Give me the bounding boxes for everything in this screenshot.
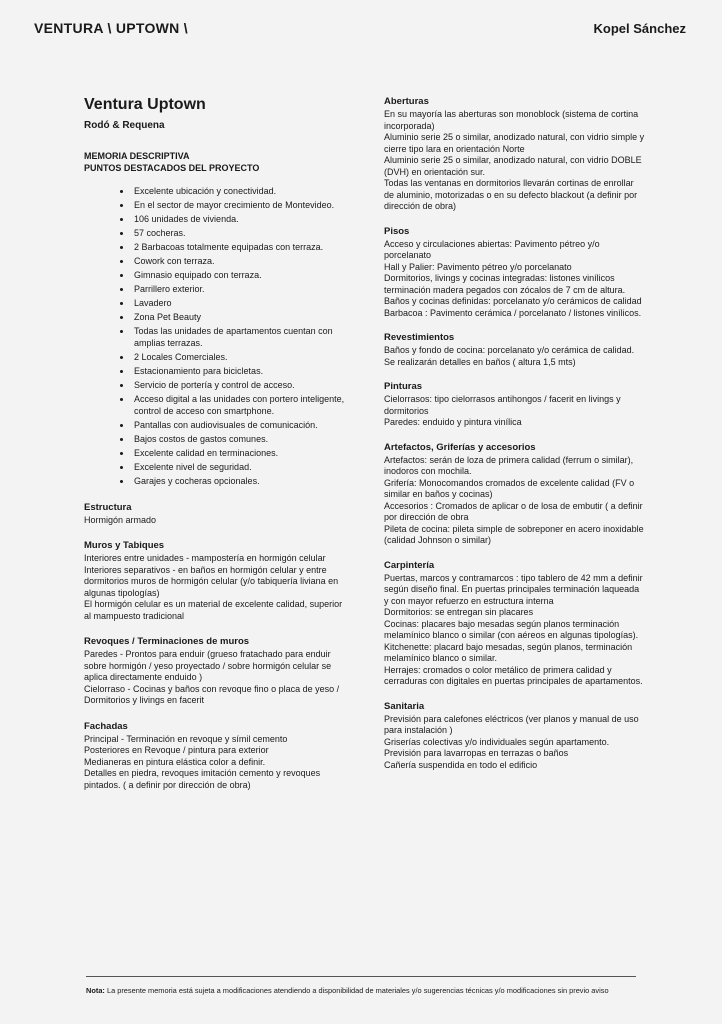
highlight-item: • Excelente calidad en terminaciones. — [132, 448, 348, 460]
section-text: El hormigón celular es un material de excelente calidad, superior al mampuesto tradicional — [84, 599, 343, 621]
section-text: Grifería: Monocomandos cromados de excelente calidad (FV o similar en baños y cocinas) — [384, 477, 635, 499]
section-text: Baños y fondo de cocina: porcelanato y/o cerámica de calidad. Se realizarán detalles en baños ( altura 1,5 mts) — [384, 345, 635, 367]
section-text: Hormigón armado — [84, 514, 157, 525]
section-text: Interiores entre unidades - mampostería en hormigón celular — [84, 553, 326, 564]
memo-heading-line: PUNTOS DESTACADOS DEL PROYECTO — [84, 162, 260, 173]
footer-note-label: Nota: — [86, 986, 105, 995]
section-text: Barbacoa : Pavimento cerámica / porcelanato / listones vinílicos. — [384, 307, 642, 318]
highlight-item: • En el sector de mayor crecimiento de Montevideo. — [132, 200, 348, 212]
section-title: Carpintería — [384, 559, 435, 571]
section-title: Sanitaria — [384, 700, 425, 712]
section-text: Cielorrasos: tipo cielorrasos antihongos / facerit en livings y dormitorios — [384, 394, 621, 416]
highlight-item: • Acceso digital a las unidades con portero inteligente, control de acceso con smartphone. — [132, 394, 348, 417]
spec-section — [84, 540, 348, 622]
footer-note — [86, 985, 646, 997]
section-title: Pisos — [384, 225, 410, 237]
section-text: Hall y Palier: Pavimento pétreo y/o porcelanato — [384, 261, 572, 272]
highlight-item: • Excelente nivel de seguridad. — [132, 462, 348, 474]
section-title: Muros y Tabiques — [84, 540, 165, 552]
section-text: Cielorraso - Cocinas y baños con revoque fino o placa de yeso / Dormitorios y livings en facerit — [84, 683, 340, 706]
highlight-item: • Lavadero — [132, 298, 348, 310]
highlights-list — [84, 186, 348, 488]
section-text: Interiores separativos - en baños en hormigón celular y entre dormitorios muros de hormigón celular (y/o tabiquería liviana en algunas tipologías) — [84, 564, 339, 598]
section-text: Aluminio serie 25 o similar, anodizado natural, con vidrio DOBLE (DVH) en orientación sur. — [384, 155, 642, 177]
section-text: Acceso y circulaciones abiertas: Pavimento pétreo y/o porcelanato — [384, 238, 600, 260]
document-subtitle: Rodó & Requena — [84, 120, 165, 131]
spec-section — [84, 721, 348, 792]
project-logo: VENTURA \ UPTOWN \ — [34, 20, 188, 36]
section-text: Paredes: enduido y pintura vinílica — [384, 417, 522, 427]
highlight-item: • 2 Locales Comerciales. — [132, 352, 348, 364]
highlight-item: • Cowork con terraza. — [132, 256, 348, 268]
section-title: Revestimientos — [384, 332, 455, 343]
spec-section — [384, 442, 646, 547]
section-text: Dormitorios, livings y cocinas integradas: listones vinílicos terminación madera pegados con zócalos de 7 cm de altura. — [384, 273, 626, 295]
section-text: Previsión para calefones eléctricos (ver planos y manual de uso para instalación ) — [384, 713, 639, 735]
section-text: Griserías colectivas y/o individuales según apartamento. — [384, 736, 610, 747]
section-title: Pinturas — [384, 381, 423, 392]
highlight-item: • Todas las unidades de apartamentos cuentan con amplias terrazas. — [132, 326, 348, 349]
memo-heading-line: MEMORIA DESCRIPTIVA — [84, 150, 190, 161]
section-title: Fachadas — [84, 720, 128, 732]
highlight-item: • 57 cocheras. — [132, 228, 348, 240]
section-text: Dormitorios: se entregan sin placares — [384, 607, 534, 617]
section-text: Accesorios : Cromados de aplicar o de losa de embutir ( a definir por dirección de obra — [384, 500, 643, 522]
spec-section — [384, 381, 646, 429]
right-sections — [384, 96, 646, 771]
brand-logo: Kopel Sánchez — [593, 21, 686, 36]
right-column — [384, 96, 646, 784]
left-column — [84, 96, 348, 805]
highlight-item: • Excelente ubicación y conectividad. — [132, 186, 348, 198]
footer-note-text: La presente memoria está sujeta a modificaciones atendiendo a disponibilidad de materiales y/o sugerencias técnicas y/o modificaciones sin previo aviso — [106, 986, 609, 995]
memo-heading — [84, 150, 348, 174]
section-text: Baños y cocinas definidas: porcelanato y/o cerámicos de calidad — [384, 296, 642, 306]
section-text: Puertas, marcos y contramarcos : tipo tablero de 42 mm a definir según diseño final. En puertas principales terminación laqueada y con mayor refuerzo en estructura interna — [384, 572, 643, 606]
spec-section — [84, 636, 348, 707]
spec-section — [384, 332, 646, 368]
footer-divider — [86, 976, 636, 977]
highlight-item: • Servicio de portería y control de acceso. — [132, 380, 348, 392]
section-text: Cañería suspendida en todo el edificio — [384, 759, 538, 770]
section-text: Paredes - Prontos para enduir (grueso fratachado para enduir sobre hormigón / yeso proyectado / sobre hormigón celular se aplica directamente enduido ) — [84, 649, 332, 683]
spec-section — [384, 96, 646, 213]
section-text: Aluminio serie 25 o similar, anodizado natural, con vidrio simple y cierre tipo lara en orientación Norte — [384, 132, 645, 154]
section-text: Kitchenette: placard bajo mesadas, según planos, terminación melamínico blanco o similar. — [384, 641, 633, 663]
section-text: Artefactos: serán de loza de primera calidad (ferrum o similar), inodoros con mochila. — [384, 454, 634, 476]
section-title: Estructura — [84, 501, 132, 513]
spec-section — [384, 226, 646, 320]
highlight-item: • 2 Barbacoas totalmente equipadas con terraza. — [132, 242, 348, 254]
section-title: Aberturas — [384, 96, 429, 107]
section-text: Principal - Terminación en revoque y símil cemento — [84, 733, 288, 744]
section-title: Revoques / Terminaciones de muros — [84, 636, 250, 648]
highlight-item: • Estacionamiento para bicicletas. — [132, 366, 348, 378]
section-text: Pileta de cocina: pileta simple de sobreponer en acero inoxidable (calidad Johnson o similar) — [384, 523, 644, 545]
left-sections — [84, 502, 348, 792]
section-text: Todas las ventanas en dormitorios llevarán cortinas de enrollar de aluminio, motorizadas o en su defecto blackout (a definir por dirección de obra) — [384, 178, 638, 211]
section-text: Posteriores en Revoque / pintura para exterior — [84, 745, 269, 756]
spec-section — [384, 701, 646, 772]
section-text: Medianeras en pintura elástica color a definir. — [84, 756, 266, 767]
highlight-item: • Gimnasio equipado con terraza. — [132, 270, 348, 282]
highlight-item: • Pantallas con audiovisuales de comunicación. — [132, 420, 348, 432]
highlight-item: • Zona Pet Beauty — [132, 312, 348, 324]
highlight-item: • Parrillero exterior. — [132, 284, 348, 296]
section-text: Herrajes: cromados o color metálico de primera calidad y cerraduras con digitales en puertas principales de apartamentos. — [384, 664, 643, 686]
document-title: Ventura Uptown — [84, 96, 206, 113]
highlight-item: • Bajos costos de gastos comunes. — [132, 434, 348, 446]
section-text: En su mayoría las aberturas son monoblock (sistema de cortina incorporada) — [384, 109, 639, 131]
highlight-item: • 106 unidades de vivienda. — [132, 214, 348, 226]
section-text: Detalles en piedra, revoques imitación cemento y revoques pintados. ( a definir por dirección de obra) — [84, 768, 321, 790]
highlight-item: • Garajes y cocheras opcionales. — [132, 476, 348, 488]
section-text: Previsión para lavarropas en terrazas o baños — [384, 748, 569, 758]
section-title: Artefactos, Griferías y accesorios — [384, 441, 536, 453]
spec-section — [384, 560, 646, 688]
spec-section — [84, 502, 348, 527]
section-text: Cocinas: placares bajo mesadas según planos terminación melamínico blanco o similar (con aéreos en algunas tipologías). — [384, 618, 639, 640]
